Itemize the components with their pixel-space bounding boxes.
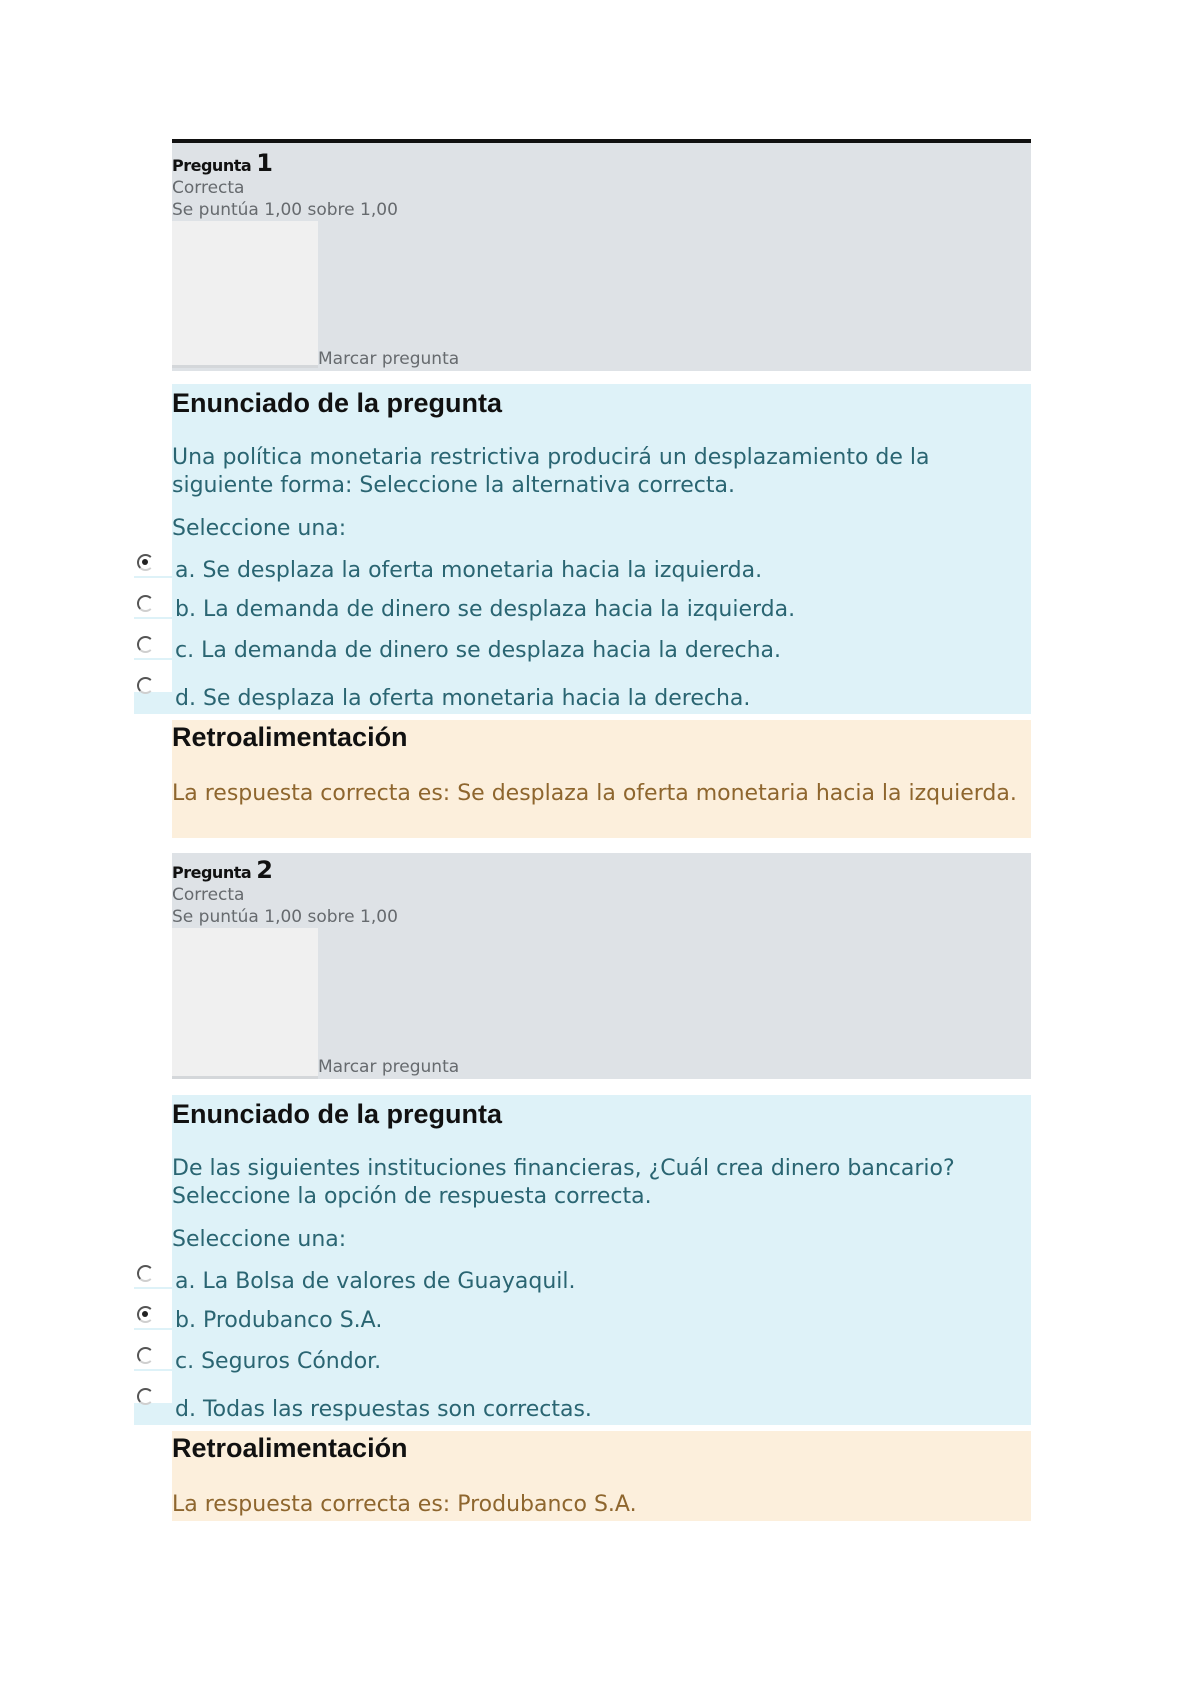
feedback-heading: Retroalimentación <box>172 1433 408 1463</box>
question-text-panel <box>172 384 1031 714</box>
option-c-label[interactable]: c. Seguros Cóndor. <box>175 1349 382 1374</box>
question-number-value: 1 <box>256 149 273 177</box>
question-grade: Se puntúa 1,00 sobre 1,00 <box>172 907 398 927</box>
option-a-radio[interactable] <box>134 552 174 578</box>
question-state: Correcta <box>172 885 245 905</box>
flag-box <box>172 928 318 1079</box>
option-a-label[interactable]: a. La Bolsa de valores de Guayaquil. <box>175 1269 576 1294</box>
option-b-radio[interactable] <box>134 593 174 619</box>
option-a-label[interactable]: a. Se desplaza la oferta monetaria hacia la izquierda. <box>175 558 763 583</box>
option-a-radio[interactable] <box>134 1263 174 1289</box>
question-heading: Enunciado de la pregunta <box>172 1099 503 1129</box>
feedback-panel <box>172 1431 1031 1521</box>
question-text: De las siguientes instituciones financieras, ¿Cuál crea dinero bancario? Seleccione la opción de respuesta correcta. <box>172 1156 955 1209</box>
option-b-label[interactable]: b. La demanda de dinero se desplaza hacia la izquierda. <box>175 597 796 622</box>
select-prompt: Seleccione una: <box>172 516 347 541</box>
feedback-text: La respuesta correcta es: Produbanco S.A. <box>172 1492 637 1517</box>
question-label: Pregunta <box>172 863 252 882</box>
question-heading: Enunciado de la pregunta <box>172 388 503 418</box>
option-c-label[interactable]: c. La demanda de dinero se desplaza hacia la derecha. <box>175 638 782 663</box>
question-grade: Se puntúa 1,00 sobre 1,00 <box>172 200 398 220</box>
option-b-radio[interactable] <box>134 1304 174 1330</box>
option-d-label[interactable]: d. Todas las respuestas son correctas. <box>175 1397 592 1422</box>
flag-question-link[interactable]: Marcar pregunta <box>318 349 460 369</box>
feedback-text: La respuesta correcta es: Se desplaza la oferta monetaria hacia la izquierda. <box>172 781 1017 806</box>
question-text-panel <box>172 1095 1031 1425</box>
question-state: Correcta <box>172 178 245 198</box>
option-d-radio[interactable] <box>134 1386 174 1412</box>
select-prompt: Seleccione una: <box>172 1227 347 1252</box>
flag-box <box>172 221 318 368</box>
question-info <box>172 853 1031 1079</box>
question-text: Una política monetaria restrictiva producirá un desplazamiento de la siguiente forma: Seleccione la alternativa correcta. <box>172 445 930 498</box>
flag-question-link[interactable]: Marcar pregunta <box>318 1057 460 1077</box>
option-d-radio[interactable] <box>134 675 174 701</box>
question-number <box>172 149 273 177</box>
option-d-label[interactable]: d. Se desplaza la oferta monetaria hacia la derecha. <box>175 686 751 711</box>
question-label: Pregunta <box>172 156 252 175</box>
question-number-value: 2 <box>256 856 273 884</box>
question-info <box>172 139 1031 371</box>
feedback-heading: Retroalimentación <box>172 722 408 752</box>
option-c-radio[interactable] <box>134 1345 174 1371</box>
question-number <box>172 856 273 884</box>
option-c-radio[interactable] <box>134 634 174 660</box>
feedback-panel <box>172 720 1031 838</box>
option-b-label[interactable]: b. Produbanco S.A. <box>175 1308 383 1333</box>
